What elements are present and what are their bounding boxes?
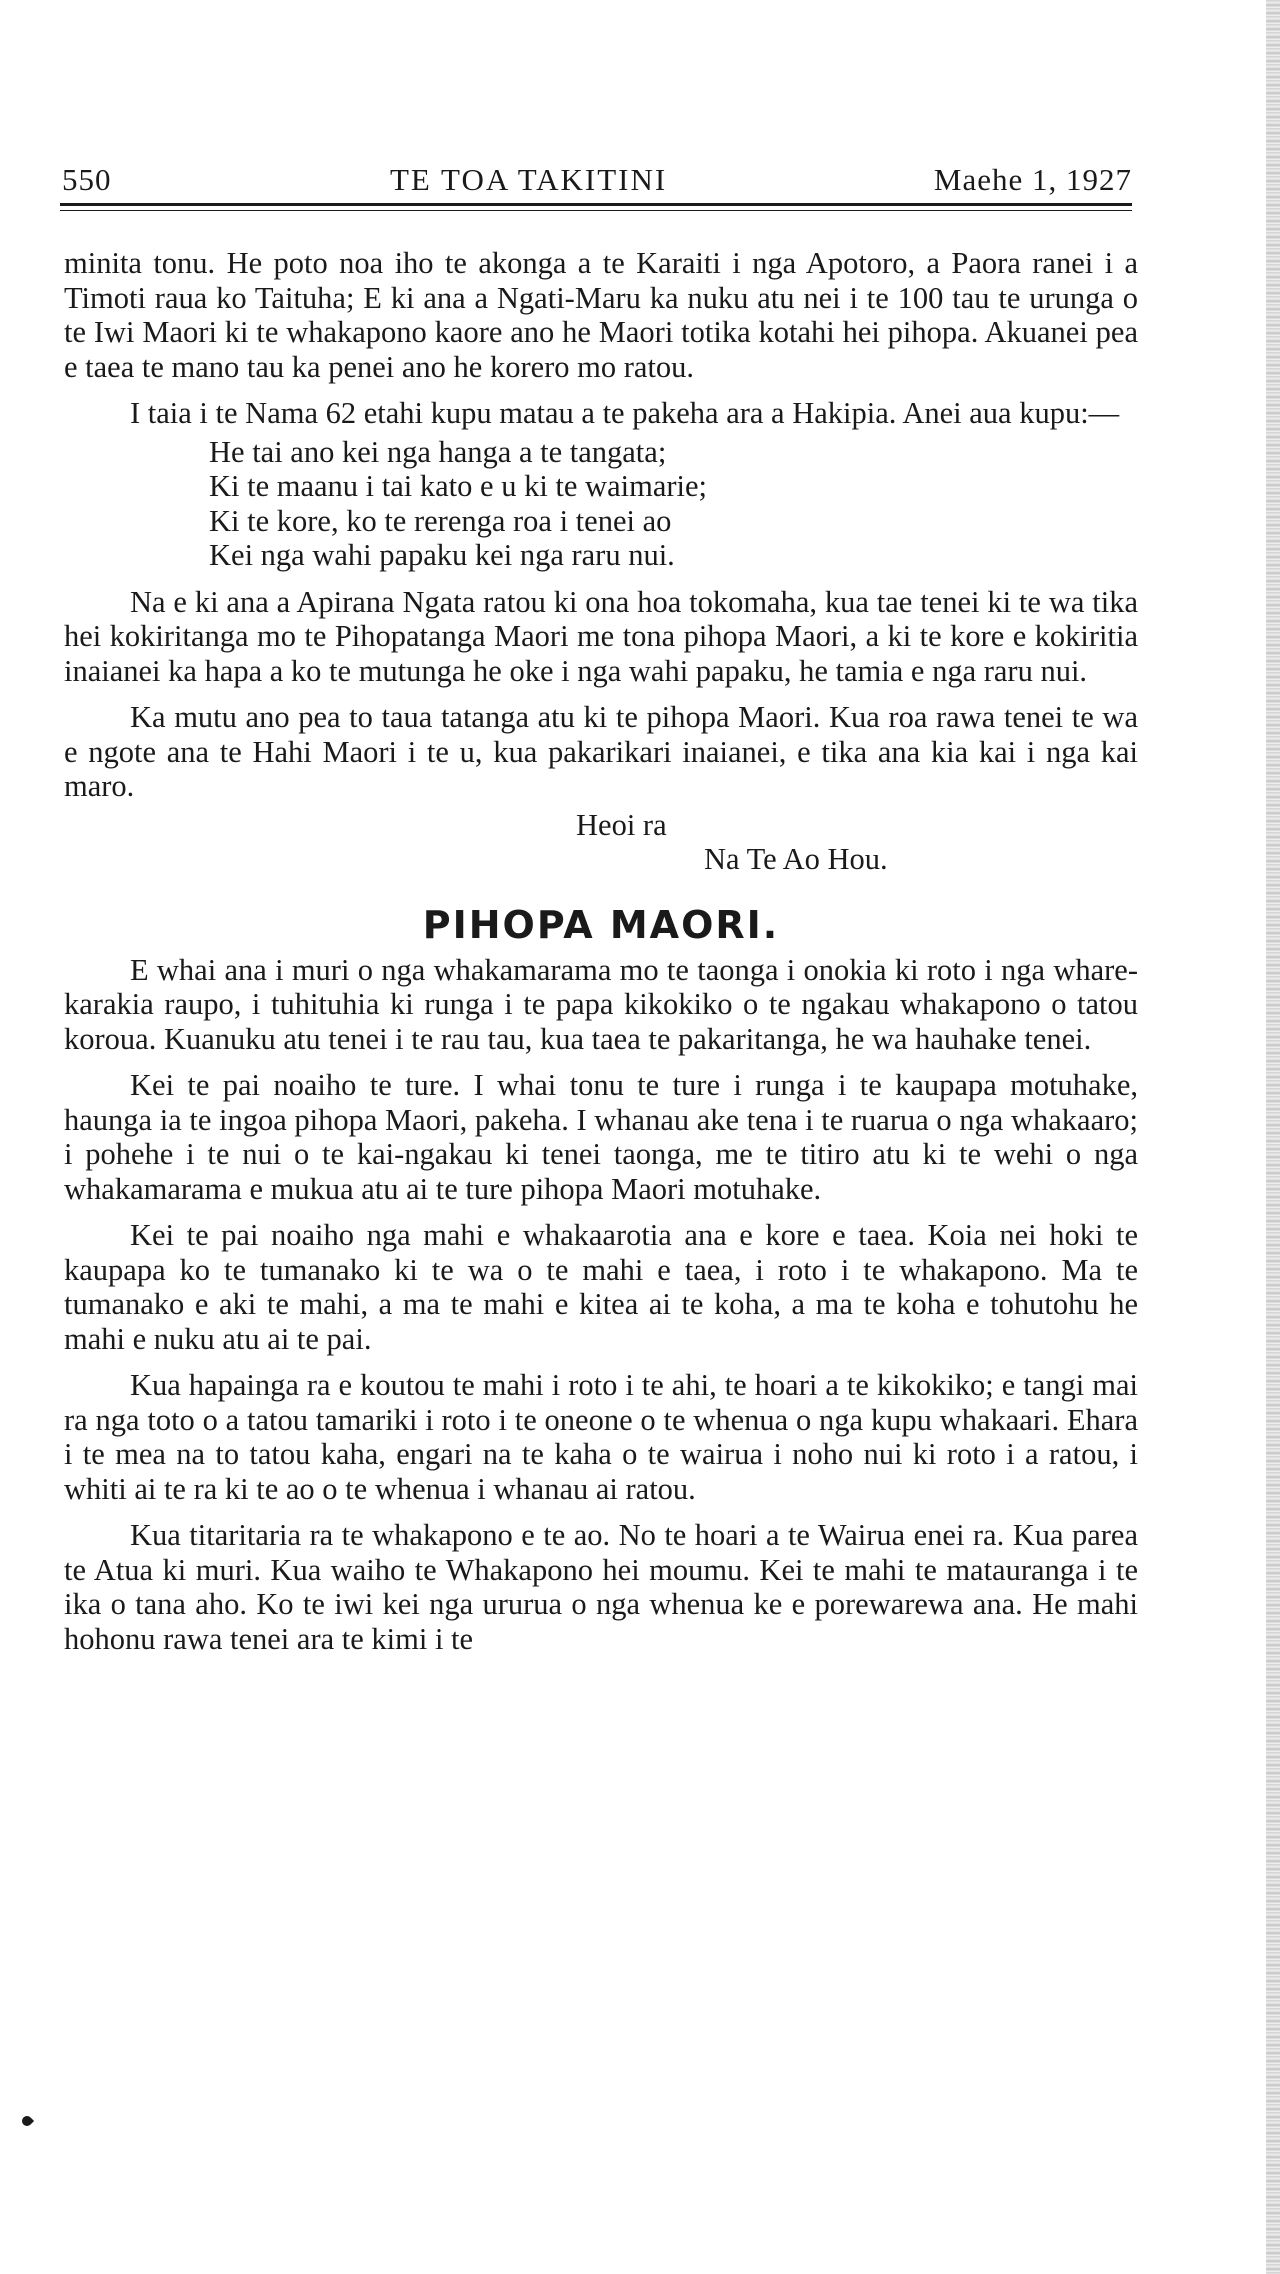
poem-line: Ki te kore, ko te rerenga roa i tenei ao	[209, 503, 672, 538]
paragraph: Ka mutu ano pea to taua tatanga atu ki te pihopa Maori. Kua roa rawa tenei te wa e ngote ana te Hahi Maori i te u, kua pakarikari inaianei, e tika ana kia kai i nga kai maro.	[64, 700, 1138, 803]
scan-edge	[1266, 0, 1280, 2274]
paragraph: Na e ki ana a Apirana Ngata ratou ki ona hoa tokomaha, kua tae tenei ki te wa tika hei kokiritanga mo te Pihopatanga Maori me tona pihopa Maori, a ki te kore e kokiritia inaianei ka hapa a ko te mutunga he oke i nga wahi papaku, he tamia e nga raru nui.	[64, 584, 1138, 688]
signoff-line: Heoi ra	[576, 807, 667, 842]
paragraph: E whai ana i muri o nga whakamarama mo te taonga i onokia ki roto i nga whare-karakia raupo, i tuhituhia ki runga i te papa kikokiko o te ngakau whakapono o tatou koroua. Kuanuku atu tenei i te rau tau, kua taea te pakaritanga, he wa hauhake tenei.	[64, 952, 1138, 1056]
poem-line: Ki te maanu i tai kato e u ki te waimarie;	[209, 469, 707, 503]
section-heading: PIHOPA MAORI.	[422, 902, 780, 947]
page-number: 550	[62, 162, 112, 197]
running-header	[62, 162, 1132, 202]
paragraph: Kei te pai noaiho nga mahi e whakaarotia ana e kore e taea. Koia nei hoki te kaupapa ko te tumanako ki te wa o te mahi e taea, i roto i te whakapono. Ma te tumanako e aki te mahi, a ma te mahi e kitea ai te koha, a ma te koha e tohutohu he mahi e nuku atu ai te pai.	[64, 1218, 1138, 1356]
paragraph: I taia i te Nama 62 etahi kupu matau a te pakeha ara a Hakipia. Anei aua kupu:—	[130, 396, 1120, 430]
poem-line: Kei nga wahi papaku kei nga raru nui.	[209, 538, 675, 572]
poem-line: He tai ano kei nga hanga a te tangata;	[209, 434, 667, 469]
poem-quote	[209, 435, 1138, 573]
publication-title: TE TOA TAKITINI	[390, 162, 668, 197]
paragraph: Kei te pai noaiho te ture. I whai tonu te ture i runga i te kaupapa motuhake, haunga ia te ingoa pihopa Maori, pakeha. I whanau ake tena i te ruarua o nga whakaaro; i pohehe i te nui o te kai-ngakau ki tenei taonga, me te titiro atu ki te wehi o nga whakamarama e mukua atu ai te ture pihopa Maori motuhake.	[64, 1068, 1138, 1206]
header-rule-thin	[60, 210, 1132, 211]
paragraph: Kua hapainga ra e koutou te mahi i roto i te ahi, te hoari a te kikokiko; e tangi mai ra nga toto o a tatou tamariki i roto i te oneone o te whenua o nga kupu whakaari. Ehara i te mea na to tatou kaha, engari na te kaha o te wairua i noho nui ki roto i a ratou, i whiti ai te ra ki te ao o te whenua i whanau ai ratou.	[64, 1368, 1138, 1506]
signoff-author: Na Te Ao Hou.	[704, 842, 888, 876]
header-rule-thick	[60, 203, 1132, 206]
article-body	[64, 246, 1138, 1668]
margin-mark-icon	[20, 2114, 34, 2128]
paragraph: minita tonu. He poto noa iho te akonga a te Karaiti i nga Apotoro, a Paora ranei i a Timoti raua ko Taituha; E ki ana a Ngati-Maru ka nuku atu nei i te 100 tau te urunga o te Iwi Maori ki te whakapono kaore ano he Maori totika kotahi hei pihopa. Akuanei pea e taea te mano tau ka penei ano he korero mo ratou.	[64, 246, 1138, 384]
paragraph: Kua titaritaria ra te whakapono e te ao. No te hoari a te Wairua enei ra. Kua parea te Atua ki muri. Kua waiho te Whakapono hei moumu. Kei te mahi te matauranga i te ika o tana aho. Ko te iwi kei nga ururua o nga whenua ke e porewarewa ana. He mahi hohonu rawa tenei ara te kimi i te	[64, 1518, 1138, 1656]
issue-date: Maehe 1, 1927	[933, 162, 1132, 197]
